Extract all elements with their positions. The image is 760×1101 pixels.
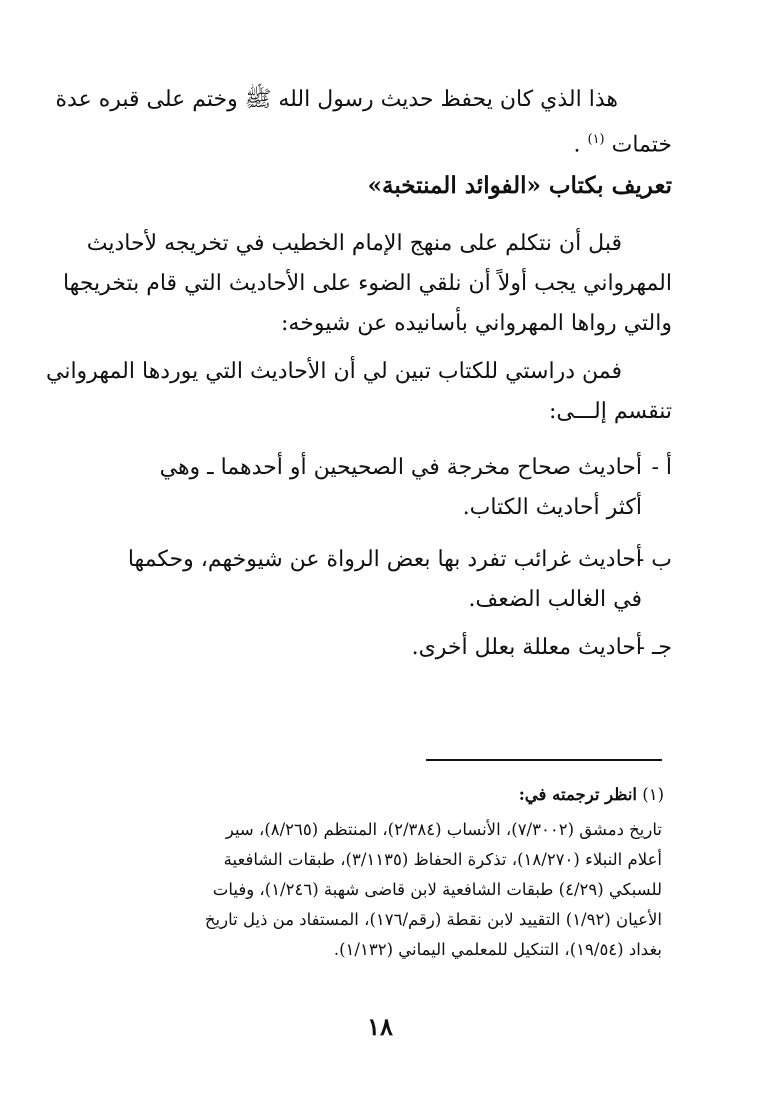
footnote-line-2: أعلام النبلاء (١٨/٢٧٠)، تذكرة الحفاظ (٣/١١٣٥)، طبقات الشافعية: [223, 850, 662, 869]
intro-text-end: ختمات: [611, 132, 672, 158]
footnote-line-1: تاريخ دمشق (٧/٣٠٠٢)، الأنساب (٢/٣٨٤)، المنتظم (٨/٢٦٥)، سير: [225, 820, 662, 839]
paragraph-3-line-2: تنقسم إلـــى:: [548, 399, 672, 424]
intro-line-1: [55, 80, 618, 120]
page-number: ١٨: [367, 1012, 393, 1041]
footnote-heading: [519, 785, 664, 804]
list-item-a-line-2: أكثر أحاديث الكتاب.: [462, 495, 642, 520]
list-item-b-line-2: في الغالب الضعف.: [468, 587, 642, 612]
footnote-title: انظر ترجمته في:: [518, 785, 637, 804]
paragraph-3-line-1: فمن دراستي للكتاب تبين لي أن الأحاديث التي يوردها المهرواني: [45, 359, 622, 384]
list-marker-c: جـ -: [637, 635, 672, 660]
paragraph-2-line-3: والتي رواها المهرواني بأسانيده عن شيوخه:: [281, 311, 672, 336]
footnote-line-5: بغداد (١٩/٥٤)، التنكيل للمعلمي اليماني (١/١٣٢).: [333, 940, 662, 959]
footnote-line-4: الأعيان (١/٩٢) التقييد لابن نقطة (رقم/١٧٦)، المستفاد من ذيل تاريخ: [204, 910, 662, 929]
list-item-a-line-1: أحاديث صحاح مخرجة في الصحيحين أو أحدهما ـ وهي: [159, 455, 642, 480]
section-heading: تعريف بكتاب «الفوائد المنتخبة»: [367, 172, 672, 199]
intro-text: هذا الذي كان يحفظ حديث رسول الله ﷺ وختم على قبره عدة: [55, 87, 618, 112]
footnote-line-3: للسبكي (٤/٢٩) طبقات الشافعية لابن قاضى شهبة (١/٢٤٦)، وفيات: [212, 880, 662, 899]
footnote-separator: [426, 759, 662, 761]
intro-line-2: ختمات $^{(١)}$ .: [573, 132, 672, 158]
list-marker-a: أ -: [651, 455, 672, 480]
paragraph-2-line-2: المهرواني يجب أولاً أن نلقي الضوء على الأحاديث التي قام بتخريجها: [62, 271, 672, 296]
list-marker-b: ب -: [636, 547, 672, 572]
list-item-c-line-1: أحاديث معللة بعلل أخرى.: [411, 635, 642, 660]
footnote-reference[interactable]: (١): [587, 132, 605, 147]
footnote-number: (١): [642, 785, 664, 804]
list-item-b-line-1: أحاديث غرائب تفرد بها بعض الرواة عن شيوخهم، وحكمها: [127, 547, 642, 572]
paragraph-2-line-1: قبل أن نتكلم على منهج الإمام الخطيب في تخريجه لأحاديث: [86, 231, 622, 256]
